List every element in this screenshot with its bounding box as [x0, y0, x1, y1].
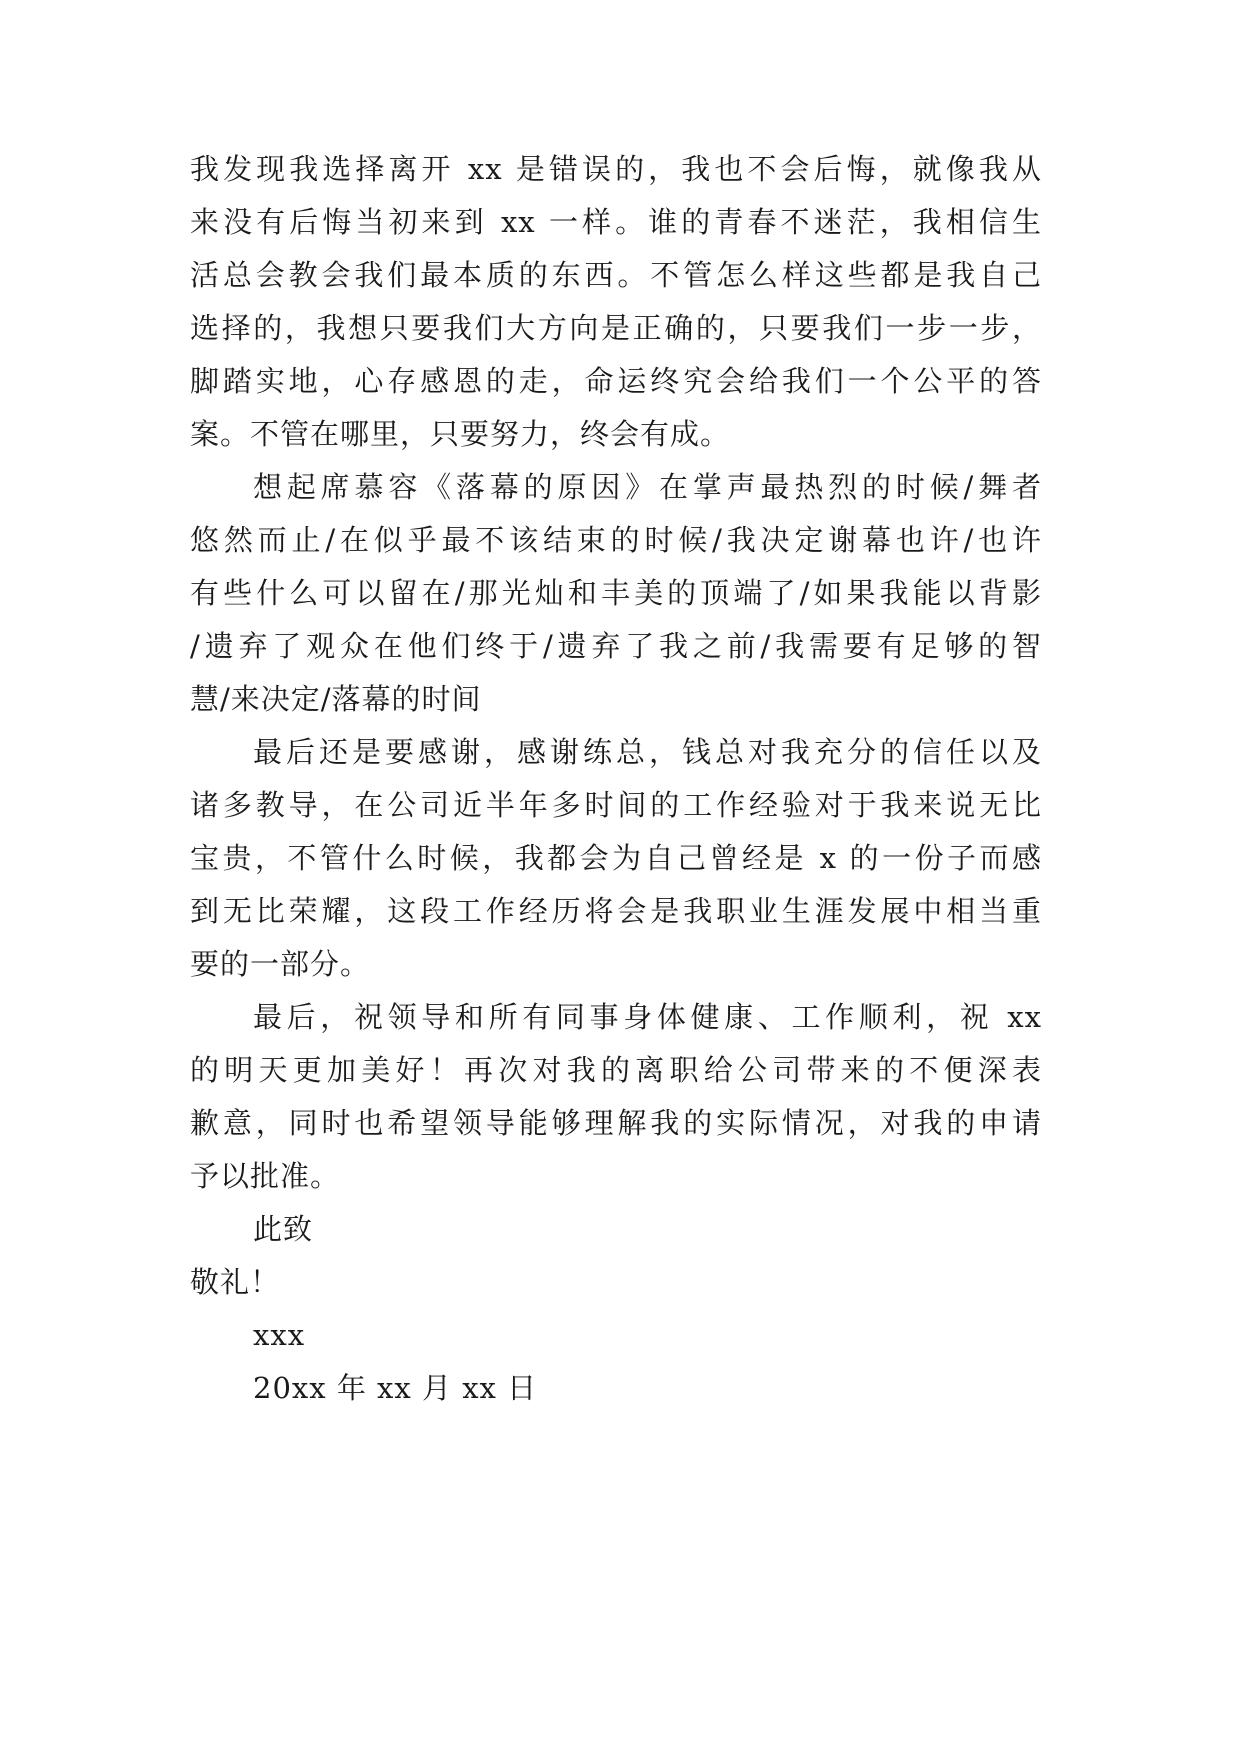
paragraph-line: 到无比荣耀，这段工作经历将会是我职业生涯发展中相当重 [190, 894, 1042, 928]
paragraph-line: 选择的，我想只要我们大方向是正确的，只要我们一步一步， [190, 311, 1042, 345]
paragraph-line: 予以批准。 [190, 1159, 341, 1193]
paragraph-line: 要的一部分。 [190, 947, 371, 981]
paragraph-line: 有些什么可以留在/那光灿和丰美的顶端了/如果我能以背影 [190, 576, 1042, 610]
paragraph-line: 最后还是要感谢，感谢练总，钱总对我充分的信任以及 [253, 735, 1042, 769]
paragraph-line: 歉意，同时也希望领导能够理解我的实际情况，对我的申请 [190, 1106, 1042, 1140]
paragraph-line: 的明天更加美好！再次对我的离职给公司带来的不便深表 [190, 1053, 1042, 1087]
paragraph-line: 想起席慕容《落幕的原因》在掌声最热烈的时候/舞者 [253, 470, 1042, 504]
paragraph-line: 案。不管在哪里，只要努力，终会有成。 [190, 417, 731, 451]
paragraph-line: 慧/来决定/落幕的时间 [190, 682, 482, 716]
paragraph-line: 我发现我选择离开 xx 是错误的，我也不会后悔，就像我从 [190, 152, 1042, 186]
paragraph-line: 最后，祝领导和所有同事身体健康、工作顺利，祝 xx [253, 1000, 1042, 1034]
paragraph-line: 活总会教会我们最本质的东西。不管怎么样这些都是我自己 [190, 258, 1042, 292]
paragraph-line: 脚踏实地，心存感恩的走，命运终究会给我们一个公平的答 [190, 364, 1042, 398]
paragraph-line: 诸多教导，在公司近半年多时间的工作经验对于我来说无比 [190, 788, 1042, 822]
closing-salutation: 此致 [253, 1212, 314, 1246]
paragraph-line: /遗弃了观众在他们终于/遗弃了我之前/我需要有足够的智 [190, 629, 1042, 663]
signature-date: 20xx 年 xx 月 xx 日 [253, 1371, 538, 1405]
signature: xxx [253, 1318, 306, 1352]
paragraph-line: 来没有后悔当初来到 xx 一样。谁的青春不迷茫，我相信生 [190, 205, 1042, 239]
paragraph-line: 悠然而止/在似乎最不该结束的时候/我决定谢幕也许/也许 [190, 523, 1042, 557]
closing-regards: 敬礼！ [190, 1265, 281, 1299]
paragraph-line: 宝贵，不管什么时候，我都会为自己曾经是 x 的一份子而感 [190, 841, 1042, 875]
